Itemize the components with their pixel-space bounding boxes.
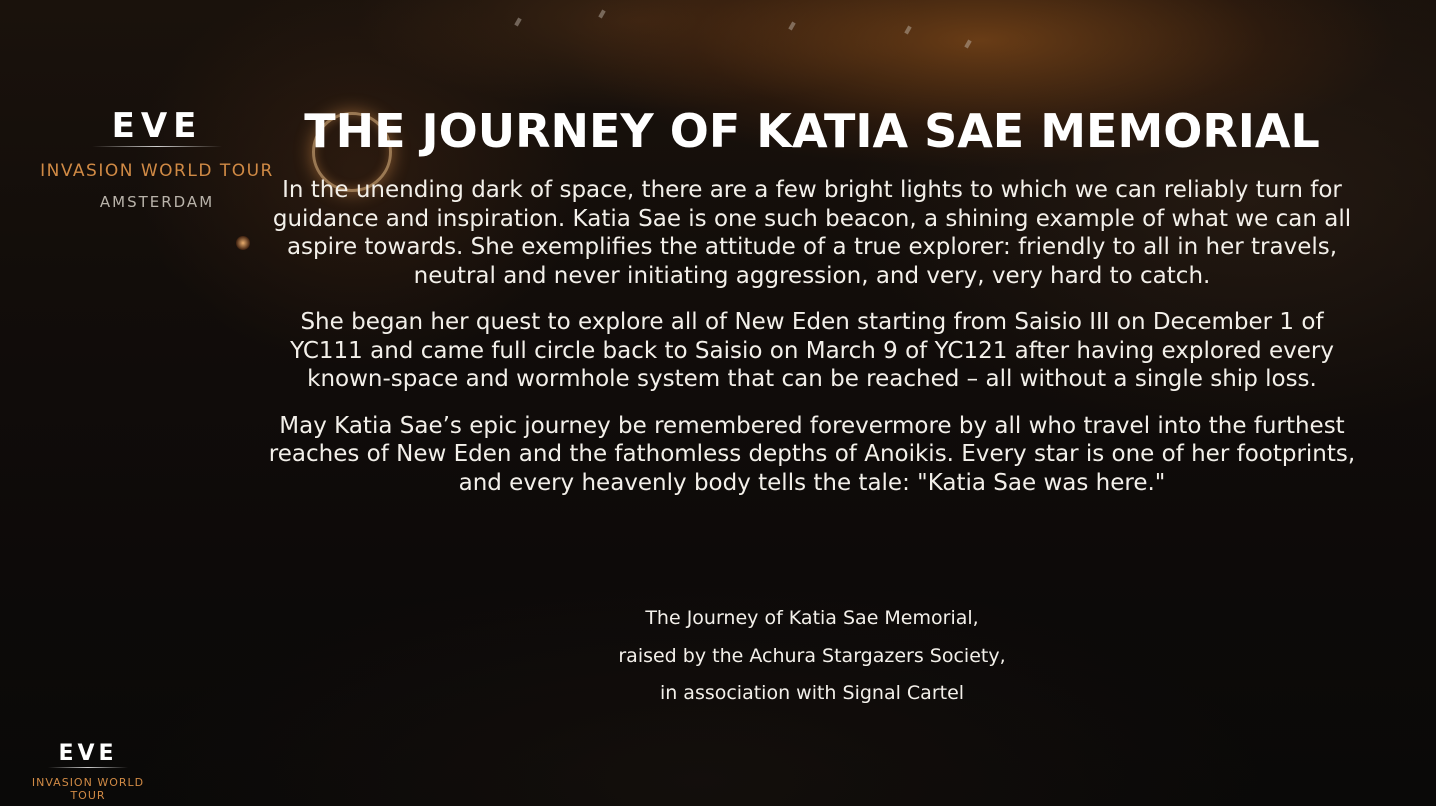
footer-event-name: INVASION WORLD TOUR: [31, 776, 145, 802]
logo-divider: [48, 767, 128, 768]
debris-decoration: [598, 10, 605, 19]
credit-line: raised by the Achura Stargazers Society,: [618, 644, 1006, 667]
event-name: INVASION WORLD TOUR: [40, 161, 274, 181]
debris-decoration: [964, 40, 971, 49]
memorial-credits: [268, 600, 1356, 713]
memorial-text-block: [268, 100, 1356, 497]
ember-glow-decoration: [236, 236, 250, 250]
credit-line: in association with Signal Cartel: [659, 682, 965, 704]
logo-divider: [92, 146, 222, 147]
debris-decoration: [904, 26, 911, 35]
eve-logo-small: EVE: [58, 741, 118, 766]
event-logo: [40, 108, 274, 211]
credit-line: The Journey of Katia Sae Memorial,: [645, 607, 979, 629]
footer-event-logo: [14, 742, 162, 802]
memorial-paragraph: She began her quest to explore all of New Eden starting from Saisio III on December 1 of YC111 and came full circle back to Saisio on March 9 of YC121 after having explored every known-space and wormhole system that can be reached – all without a single ship loss.: [290, 309, 1334, 392]
eve-logo: EVE: [111, 106, 203, 146]
page-title: THE JOURNEY OF KATIA SAE MEMORIAL: [304, 104, 1320, 158]
debris-decoration: [514, 18, 521, 27]
event-city: AMSTERDAM: [99, 193, 215, 211]
debris-decoration: [788, 22, 795, 31]
memorial-paragraph: May Katia Sae’s epic journey be remembered forevermore by all who travel into the furthest reaches of New Eden and the fathomless depths of Anoikis. Every star is one of her footprints, and every heavenly body tells the tale: "Katia Sae was here.": [268, 412, 1356, 496]
memorial-paragraph: In the unending dark of space, there are a few bright lights to which we can reliably turn for guidance and inspiration. Katia Sae is one such beacon, a shining example of what we can all aspire towards. She exemplifies the attitude of a true explorer: friendly to all in her travels, neutral and never initiating aggression, and very, very hard to catch.: [272, 177, 1352, 289]
